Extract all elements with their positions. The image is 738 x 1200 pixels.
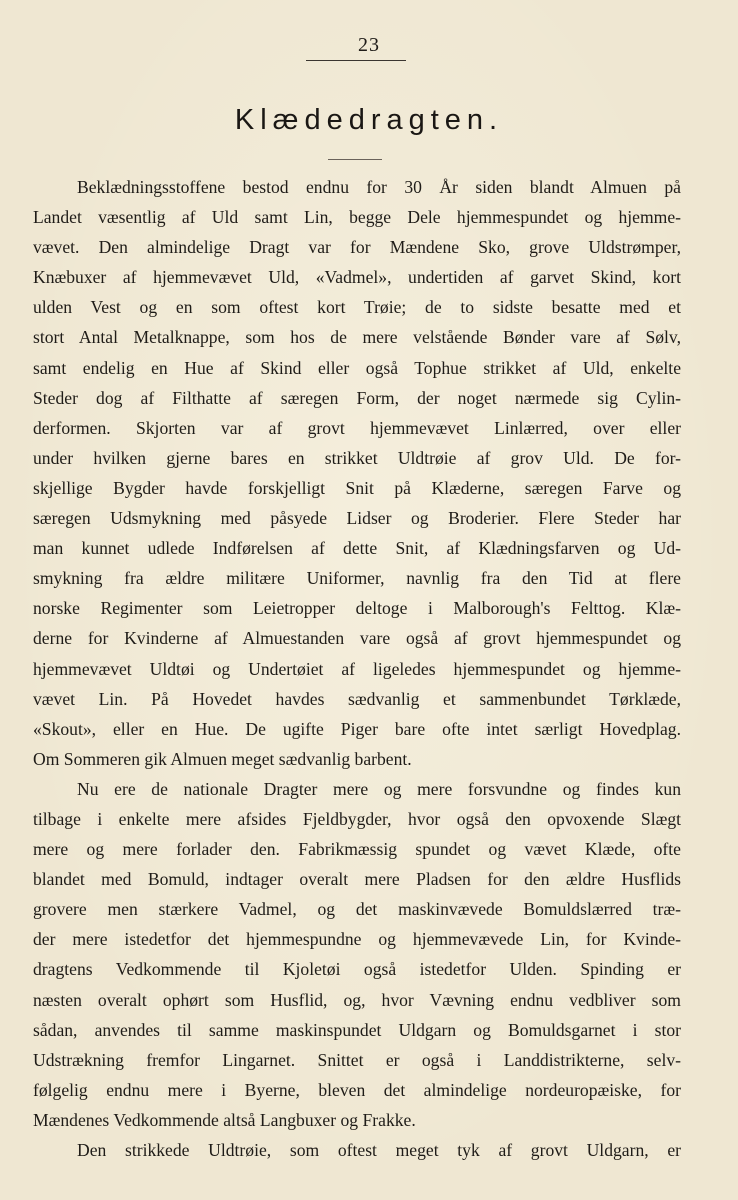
text-line: samt endelig en Hue af Skind eller også Tophue strikket af Uld, enkelte [33, 357, 681, 378]
text-line: Nu ere de nationale Dragter mere og mere forsvundne og findes kun [77, 778, 681, 799]
text-line: Om Sommeren gik Almuen meget sædvanlig barbent. [33, 748, 412, 769]
text-line: stort Antal Metalknappe, som hos de mere velstående Bønder vare af Sølv, [33, 327, 681, 348]
text-line: vævet Lin. På Hovedet havdes sædvanlig et sammenbundet Tørklæde, [33, 688, 681, 709]
text-line: Udstrækning fremfor Lingarnet. Snittet er også i Landdistrikterne, selv- [33, 1049, 681, 1070]
text-line: Den strikkede Uldtrøie, som oftest meget tyk af grovt Uldgarn, er [77, 1140, 681, 1160]
text-line: man kunnet udlede Indførelsen af dette Snit, af Klædningsfarven og Ud- [33, 538, 681, 559]
text-line: dragtens Vedkommende til Kjoletøi også istedetfor Ulden. Spinding er [33, 959, 681, 980]
text-line: næsten overalt ophørt som Husflid, og, hvor Vævning endnu vedbliver som [33, 989, 681, 1010]
paragraph [33, 774, 681, 1135]
text-line: grovere men stærkere Vadmel, og det maskinvævede Bomuldslærred træ- [33, 899, 681, 920]
text-line: Beklædningsstoffene bestod endnu for 30 År siden blandt Almuen på [77, 177, 681, 197]
text-line: Knæbuxer af hjemmevævet Uld, «Vadmel», undertiden af garvet Skind, kort [33, 267, 681, 288]
chapter-title: Klædedragten. [234, 104, 504, 136]
text-line: skjellige Bygder havde forskjelligt Snit på Klæderne, særegen Farve og [33, 477, 681, 498]
text-line: blandet med Bomuld, indtager overalt mere Pladsen for den ældre Husflids [33, 869, 681, 890]
text-line: særegen Udsmykning med påsyede Lidser og Broderier. Flere Steder har [33, 508, 681, 529]
page-number: 23 [358, 34, 380, 56]
text-line: Mændenes Vedkommende altså Langbuxer og Frakke. [33, 1109, 416, 1130]
text-line: der mere istedetfor det hjemmespundne og hjemmevævede Lin, for Kvinde- [33, 929, 681, 950]
text-line: mere og mere forlader den. Fabrikmæssig spundet og vævet Klæde, ofte [33, 839, 681, 860]
paragraph [33, 172, 681, 774]
text-line: ulden Vest og en som oftest kort Trøie; de to sidste besatte med et [33, 297, 681, 318]
text-line: tilbage i enkelte mere afsides Fjeldbygder, hvor også den opvoxende Slægt [33, 808, 681, 829]
text-line: sådan, anvendes til samme maskinspundet Uldgarn og Bomuldsgarnet i stor [33, 1019, 681, 1040]
text-line: derne for Kvinderne af Almuestanden vare også af grovt hjemmespundet og [33, 628, 681, 649]
text-line: Landet væsentlig af Uld samt Lin, begge Dele hjemmespundet og hjemme- [33, 207, 681, 228]
body-text [33, 172, 681, 1165]
text-line: Steder dog af Filthatte af særegen Form, der noget nærmede sig Cylin- [33, 387, 681, 408]
text-line: følgelig endnu mere i Byerne, bleven det almindelige nordeuropæiske, for [33, 1079, 681, 1100]
text-line: derformen. Skjorten var af grovt hjemmevævet Linlærred, over eller [33, 417, 681, 438]
text-line: smykning fra ældre militære Uniformer, navnlig fra den Tid at flere [33, 568, 681, 589]
text-line: norske Regimenter som Leietropper deltoge i Malborough's Felttog. Klæ- [33, 598, 681, 619]
paragraph [33, 1135, 681, 1165]
text-line: under hvilken gjerne bares en strikket Uldtrøie af grov Uld. De for- [33, 447, 681, 468]
header-rule [306, 60, 406, 61]
text-line: hjemmevævet Uldtøi og Undertøiet af ligeledes hjemmespundet og hjemme- [33, 658, 681, 679]
text-line: vævet. Den almindelige Dragt var for Mændene Sko, grove Uldstrømper, [33, 237, 681, 258]
title-rule [328, 159, 382, 160]
text-line: «Skout», eller en Hue. De ugifte Piger bare ofte intet særligt Hovedplag. [33, 718, 681, 739]
